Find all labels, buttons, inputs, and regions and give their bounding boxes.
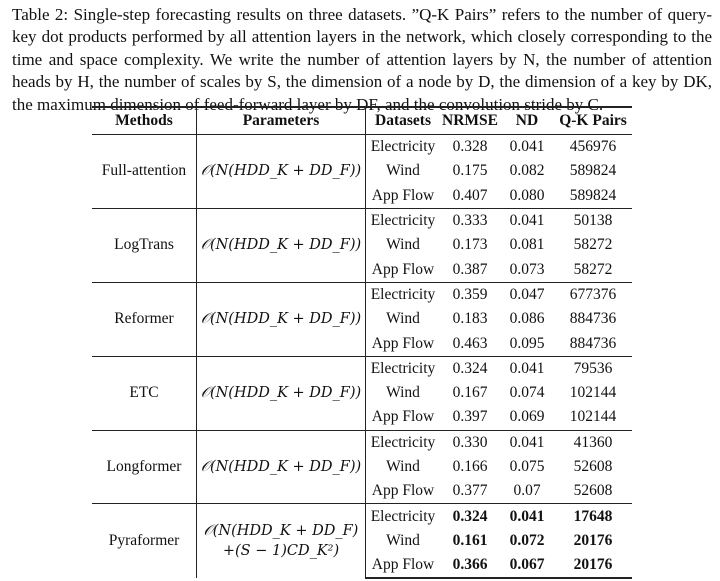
nrmse-cell: 0.366 <box>440 553 500 578</box>
header-qk-pairs: Q-K Pairs <box>554 107 632 135</box>
dataset-cell: Wind <box>386 458 420 475</box>
qk-cell: 677376 <box>554 282 632 307</box>
method-cell: ETC <box>92 356 197 430</box>
nd-cell: 0.041 <box>509 138 545 156</box>
nd-cell: 0.041 <box>500 356 554 381</box>
dataset-cell: Wind <box>386 162 420 180</box>
qk-cell: 58272 <box>573 260 613 278</box>
qk-cell: 20176 <box>573 531 613 549</box>
dataset-cell: Electricity <box>370 138 436 156</box>
dataset-cell: App Flow <box>366 553 441 578</box>
qk-cell: 52608 <box>573 482 613 500</box>
dataset-cell: Wind <box>386 384 420 402</box>
qk-cell: 589824 <box>569 162 617 180</box>
qk-cell: 52608 <box>573 458 613 475</box>
method-cell: Reformer <box>92 282 197 356</box>
nrmse-cell: 0.161 <box>452 531 488 549</box>
dataset-cell: Electricity <box>366 430 441 455</box>
nrmse-cell: 0.377 <box>452 482 488 500</box>
nd-cell: 0.047 <box>500 282 554 307</box>
table-row <box>92 504 632 529</box>
nd-cell: 0.086 <box>509 310 545 328</box>
nrmse-cell: 0.330 <box>440 430 500 455</box>
nrmse-cell: 0.463 <box>452 334 488 352</box>
nrmse-cell: 0.175 <box>452 162 488 180</box>
table-row <box>92 135 632 160</box>
param-line-1: 𝒪(N(HDD_K + DD_F) <box>203 523 359 540</box>
param-cell: 𝒪(N(HDD_K + DD_F)) <box>197 282 366 356</box>
param-cell: 𝒪(N(HDD_K + DD_F)) <box>197 208 366 282</box>
header-nd: ND <box>500 107 554 135</box>
nd-cell: 0.074 <box>509 384 545 402</box>
nrmse-cell: 0.183 <box>452 310 488 328</box>
table-row <box>92 208 632 233</box>
dataset-cell: App Flow <box>371 408 435 426</box>
dataset-cell: Electricity <box>366 356 441 381</box>
nrmse-cell: 0.328 <box>452 138 488 156</box>
nd-cell: 0.073 <box>509 260 545 278</box>
qk-cell: 456976 <box>569 138 617 156</box>
qk-cell: 884736 <box>569 334 617 352</box>
dataset-cell: Wind <box>386 236 420 254</box>
nd-cell: 0.041 <box>500 208 554 233</box>
nrmse-cell: 0.167 <box>452 384 488 402</box>
nrmse-cell: 0.333 <box>440 208 500 233</box>
dataset-cell: Wind <box>386 531 420 549</box>
nd-cell: 0.081 <box>509 236 545 254</box>
nrmse-cell: 0.173 <box>452 236 488 254</box>
nd-cell: 0.067 <box>500 553 554 578</box>
nrmse-cell: 0.387 <box>452 260 488 278</box>
method-cell: Longformer <box>92 430 197 504</box>
qk-cell: 20176 <box>554 553 632 578</box>
param-cell: 𝒪(N(HDD_K + DD_F)) <box>197 430 366 504</box>
qk-cell: 102144 <box>569 408 617 426</box>
header-methods: Methods <box>92 107 197 135</box>
nd-cell: 0.095 <box>509 334 545 352</box>
nd-cell: 0.072 <box>509 531 545 549</box>
qk-cell: 50138 <box>554 208 632 233</box>
nd-cell: 0.041 <box>500 430 554 455</box>
nd-cell: 0.069 <box>509 408 545 426</box>
header-parameters: Parameters <box>197 107 366 135</box>
table-row <box>92 282 632 307</box>
method-cell: LogTrans <box>92 208 197 282</box>
nd-cell: 0.075 <box>509 458 545 475</box>
nd-cell: 0.082 <box>509 162 545 180</box>
table-caption: Table 2: Single-step forecasting results on three datasets. ”Q-K Pairs” refers to the number of query-key dot products performed by all attention layers in the network, which closely corresponding to the time and space complexity. We write the number of attention layers by N, the number of attention heads by H, the number of scales by S, the dimension of a node by D, the dimension of a key by DK, the maximum dimension of feed-forward layer by DF, and the convolution stride by C. <box>12 5 712 114</box>
qk-cell: 41360 <box>554 430 632 455</box>
table-row <box>92 430 632 455</box>
qk-cell: 589824 <box>569 186 617 204</box>
header-datasets: Datasets <box>366 107 441 135</box>
nrmse-cell: 0.166 <box>452 458 488 475</box>
qk-cell: 79536 <box>554 356 632 381</box>
nd-cell: 0.041 <box>500 504 554 529</box>
param-cell: 𝒪(N(HDD_K + DD_F)) <box>197 135 366 209</box>
nd-cell: 0.080 <box>509 186 545 204</box>
method-cell: Pyraformer <box>92 504 197 578</box>
param-cell <box>197 504 366 578</box>
nd-cell: 0.07 <box>513 482 541 500</box>
dataset-cell: Electricity <box>366 282 441 307</box>
qk-cell: 58272 <box>573 236 613 254</box>
dataset-cell: App Flow <box>371 334 435 352</box>
nrmse-cell: 0.324 <box>440 504 500 529</box>
dataset-cell: Wind <box>386 310 420 328</box>
dataset-cell: Electricity <box>366 208 441 233</box>
param-line-2: +(S − 1)CD_K²) <box>222 543 340 560</box>
table-row <box>92 356 632 381</box>
nrmse-cell: 0.407 <box>452 186 488 204</box>
qk-cell: 17648 <box>554 504 632 529</box>
nrmse-cell: 0.324 <box>440 356 500 381</box>
dataset-cell: Electricity <box>366 504 441 529</box>
results-table <box>92 106 632 579</box>
method-cell: Full-attention <box>92 135 197 209</box>
header-nrmse: NRMSE <box>440 107 500 135</box>
dataset-cell: App Flow <box>371 260 435 278</box>
qk-cell: 102144 <box>569 384 617 402</box>
qk-cell: 884736 <box>569 310 617 328</box>
param-cell: 𝒪(N(HDD_K + DD_F)) <box>197 356 366 430</box>
dataset-cell: App Flow <box>371 186 435 204</box>
dataset-cell: App Flow <box>371 482 435 500</box>
nrmse-cell: 0.397 <box>452 408 488 426</box>
nrmse-cell: 0.359 <box>440 282 500 307</box>
